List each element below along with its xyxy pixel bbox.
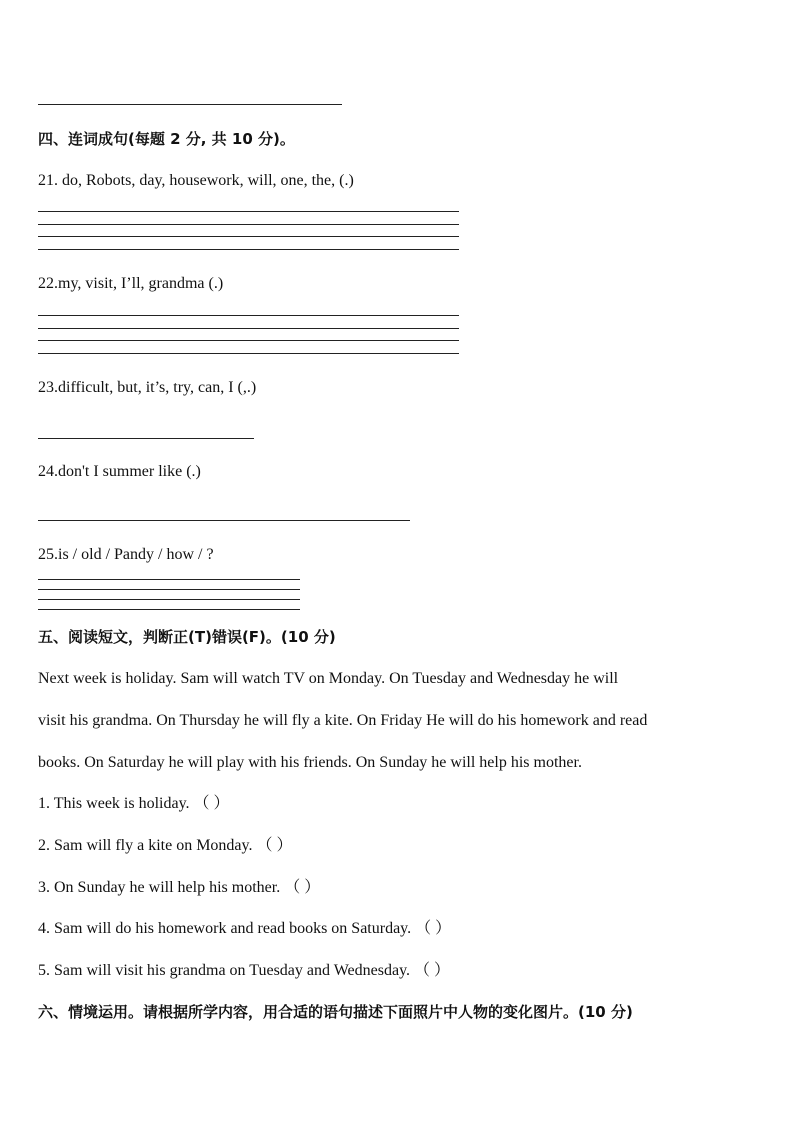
answer-line-25a [38, 579, 300, 580]
section5-heading: 五、阅读短文，判断正(T)错误(F)。(10 分) [38, 628, 336, 646]
question-25: 25.is / old / Pandy / how / ? [38, 546, 214, 563]
question-21: 21. do, Robots, day, housework, will, one, the, (.) [38, 172, 354, 189]
tf-question-3: 3. On Sunday he will help his mother. （ ） [38, 879, 321, 896]
passage-line-2: visit his grandma. On Thursday he will fly a kite. On Friday He will do his homework and read [38, 712, 648, 729]
answer-line-21a [38, 211, 459, 212]
answer-line-22b [38, 328, 459, 329]
tf-question-4: 4. Sam will do his homework and read books on Saturday. （ ） [38, 920, 452, 937]
answer-line-21b [38, 224, 459, 225]
answer-line-23 [38, 438, 254, 439]
answer-line-25b [38, 589, 300, 590]
tf-question-2: 2. Sam will fly a kite on Monday. （ ） [38, 837, 293, 854]
passage-line-3: books. On Saturday he will play with his friends. On Sunday he will help his mother. [38, 754, 582, 771]
answer-line-21d [38, 249, 459, 250]
answer-line-top [38, 104, 342, 105]
passage-line-1: Next week is holiday. Sam will watch TV on Monday. On Tuesday and Wednesday he will [38, 670, 619, 687]
section4-heading: 四、连词成句(每题 2 分, 共 10 分)。 [38, 130, 295, 148]
question-22: 22.my, visit, I’ll, grandma (.) [38, 275, 224, 292]
answer-line-25d [38, 609, 300, 610]
question-24: 24.don't I summer like (.) [38, 463, 201, 480]
answer-line-22a [38, 315, 459, 316]
answer-line-22d [38, 353, 459, 354]
answer-line-25c [38, 599, 300, 600]
tf-question-1: 1. This week is holiday. （ ） [38, 795, 230, 812]
answer-line-24 [38, 520, 410, 521]
tf-question-5: 5. Sam will visit his grandma on Tuesday and Wednesday. （ ） [38, 962, 451, 979]
answer-line-21c [38, 236, 459, 237]
section6-heading: 六、情境运用。请根据所学内容，用合适的语句描述下面照片中人物的变化图片。(10 分) [38, 1003, 633, 1021]
question-23: 23.difficult, but, it’s, try, can, I (,.) [38, 379, 257, 396]
answer-line-22c [38, 340, 459, 341]
